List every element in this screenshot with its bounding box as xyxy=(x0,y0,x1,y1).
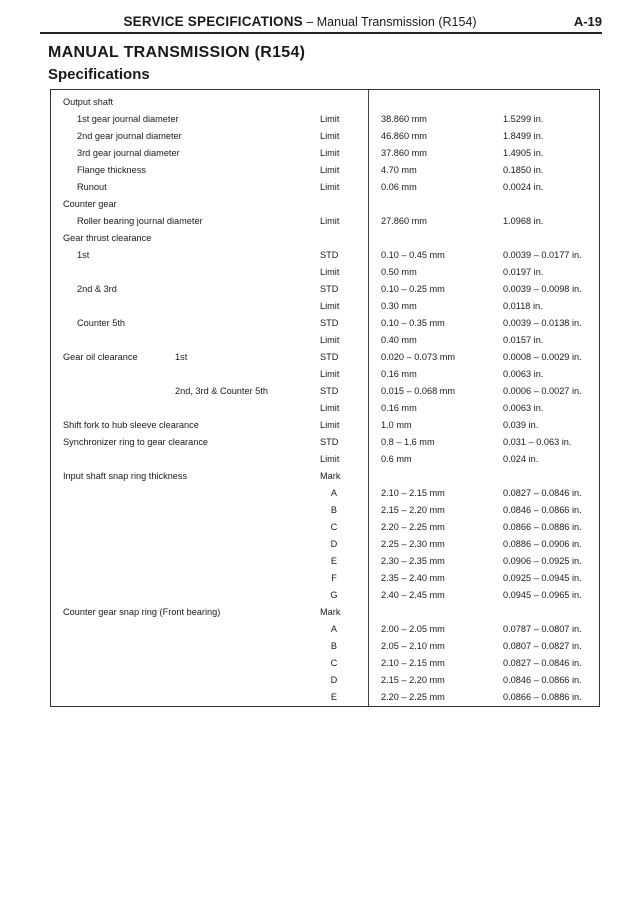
spec-value-in: 0.0925 – 0.0945 in. xyxy=(503,573,582,583)
spec-value-mm: 0.8 – 1.6 mm xyxy=(381,437,435,447)
spec-type: STD xyxy=(320,318,339,328)
spec-value-mm: 2.05 – 2.10 mm xyxy=(381,641,445,651)
spec-row xyxy=(51,604,599,621)
section-title: Specifications xyxy=(48,66,150,83)
spec-value-mm: 1.0 mm xyxy=(381,420,412,430)
spec-type: Limit xyxy=(320,216,340,226)
page-header xyxy=(40,10,602,34)
spec-label: Output shaft xyxy=(63,97,114,107)
spec-value-in: 0.031 – 0.063 in. xyxy=(503,437,572,447)
spec-value-in: 0.0827 – 0.0846 in. xyxy=(503,658,582,668)
spec-row xyxy=(51,485,599,502)
spec-row xyxy=(51,672,599,689)
spec-row xyxy=(51,689,599,706)
spec-row xyxy=(51,111,599,128)
spec-label: Counter gear snap ring (Front bearing) xyxy=(63,607,221,617)
spec-row xyxy=(51,587,599,604)
spec-type: C xyxy=(330,658,338,668)
spec-row xyxy=(51,281,599,298)
spec-value-mm: 27.860 mm xyxy=(381,216,427,226)
spec-type: D xyxy=(330,539,338,549)
spec-value-in: 0.024 in. xyxy=(503,454,539,464)
spec-type: Mark xyxy=(320,607,341,617)
spec-row xyxy=(51,264,599,281)
spec-type: STD xyxy=(320,352,339,362)
spec-row xyxy=(51,94,599,111)
spec-type: E xyxy=(330,692,338,702)
spec-row xyxy=(51,383,599,400)
spec-type: E xyxy=(330,556,338,566)
spec-value-in: 0.0039 – 0.0177 in. xyxy=(503,250,582,260)
spec-value-in: 1.5299 in. xyxy=(503,114,544,124)
spec-type: STD xyxy=(320,386,339,396)
spec-value-in: 0.0807 – 0.0827 in. xyxy=(503,641,582,651)
spec-row xyxy=(51,332,599,349)
spec-value-in: 0.039 in. xyxy=(503,420,539,430)
spec-value-mm: 0.10 – 0.45 mm xyxy=(381,250,445,260)
spec-value-in: 0.0787 – 0.0807 in. xyxy=(503,624,582,634)
spec-row xyxy=(51,434,599,451)
spec-label: Synchronizer ring to gear clearance xyxy=(63,437,209,447)
spec-type: Mark xyxy=(320,471,341,481)
spec-type: Limit xyxy=(320,114,340,124)
spec-value-in: 0.0063 in. xyxy=(503,403,544,413)
spec-value-mm: 2.15 – 2.20 mm xyxy=(381,675,445,685)
spec-value-mm: 0.50 mm xyxy=(381,267,417,277)
spec-value-mm: 2.20 – 2.25 mm xyxy=(381,522,445,532)
spec-value-mm: 0.16 mm xyxy=(381,403,417,413)
spec-value-in: 0.0039 – 0.0098 in. xyxy=(503,284,582,294)
spec-row xyxy=(51,417,599,434)
spec-value-in: 0.0063 in. xyxy=(503,369,544,379)
spec-row xyxy=(51,638,599,655)
spec-value-mm: 2.40 – 2.45 mm xyxy=(381,590,445,600)
header-title-rest: – Manual Transmission (R154) xyxy=(302,15,477,29)
spec-type: STD xyxy=(320,250,339,260)
spec-type: G xyxy=(330,590,338,600)
spec-type: Limit xyxy=(320,148,340,158)
spec-row xyxy=(51,128,599,145)
spec-value-mm: 2.10 – 2.15 mm xyxy=(381,488,445,498)
spec-label: Flange thickness xyxy=(77,165,146,175)
spec-value-mm: 0.020 – 0.073 mm xyxy=(381,352,456,362)
spec-row xyxy=(51,179,599,196)
spec-value-in: 0.0157 in. xyxy=(503,335,544,345)
spec-row xyxy=(51,230,599,247)
spec-value-in: 0.0866 – 0.0886 in. xyxy=(503,692,582,702)
spec-row xyxy=(51,145,599,162)
spec-value-in: 0.0827 – 0.0846 in. xyxy=(503,488,582,498)
spec-type: Limit xyxy=(320,335,340,345)
spec-value-in: 0.0866 – 0.0886 in. xyxy=(503,522,582,532)
spec-label: 3rd gear journal diameter xyxy=(77,148,180,158)
spec-label: Counter 5th xyxy=(77,318,126,328)
spec-type: B xyxy=(330,505,338,515)
spec-value-mm: 2.20 – 2.25 mm xyxy=(381,692,445,702)
spec-sublabel: 1st xyxy=(175,352,188,362)
document-title: MANUAL TRANSMISSION (R154) xyxy=(48,44,306,61)
spec-value-mm: 2.25 – 2.30 mm xyxy=(381,539,445,549)
spec-value-mm: 2.35 – 2.40 mm xyxy=(381,573,445,583)
spec-value-mm: 2.30 – 2.35 mm xyxy=(381,556,445,566)
spec-value-mm: 0.30 mm xyxy=(381,301,417,311)
spec-value-mm: 0.6 mm xyxy=(381,454,412,464)
spec-row xyxy=(51,468,599,485)
spec-label: Runout xyxy=(77,182,107,192)
spec-type: Limit xyxy=(320,454,340,464)
spec-row xyxy=(51,502,599,519)
spec-value-in: 0.0008 – 0.0029 in. xyxy=(503,352,582,362)
spec-row xyxy=(51,162,599,179)
spec-row xyxy=(51,196,599,213)
spec-row xyxy=(51,451,599,468)
spec-sublabel: 2nd, 3rd & Counter 5th xyxy=(175,386,268,396)
spec-value-in: 0.0906 – 0.0925 in. xyxy=(503,556,582,566)
spec-row xyxy=(51,655,599,672)
page-number: A-19 xyxy=(573,14,602,29)
spec-type: A xyxy=(330,488,338,498)
spec-value-in: 1.4905 in. xyxy=(503,148,544,158)
spec-type: Limit xyxy=(320,301,340,311)
spec-value-in: 0.0024 in. xyxy=(503,182,544,192)
spec-value-in: 0.0846 – 0.0866 in. xyxy=(503,675,582,685)
spec-label: Gear thrust clearance xyxy=(63,233,152,243)
spec-row xyxy=(51,366,599,383)
spec-row xyxy=(51,570,599,587)
spec-value-mm: 38.860 mm xyxy=(381,114,427,124)
header-title xyxy=(40,14,560,29)
spec-value-mm: 0.10 – 0.35 mm xyxy=(381,318,445,328)
spec-type: C xyxy=(330,522,338,532)
spec-value-in: 0.0118 in. xyxy=(503,301,543,311)
spec-label: Shift fork to hub sleeve clearance xyxy=(63,420,199,430)
spec-row xyxy=(51,298,599,315)
spec-label: Counter gear xyxy=(63,199,117,209)
spec-type: Limit xyxy=(320,403,340,413)
spec-row xyxy=(51,400,599,417)
spec-row xyxy=(51,519,599,536)
spec-type: Limit xyxy=(320,267,340,277)
specifications-table xyxy=(50,89,600,707)
spec-value-mm: 0.06 mm xyxy=(381,182,417,192)
spec-value-mm: 0.16 mm xyxy=(381,369,417,379)
spec-row xyxy=(51,349,599,366)
spec-row xyxy=(51,247,599,264)
spec-row xyxy=(51,621,599,638)
spec-value-mm: 2.10 – 2.15 mm xyxy=(381,658,445,668)
spec-type: Limit xyxy=(320,420,340,430)
spec-type: F xyxy=(331,573,337,583)
spec-label: Gear oil clearance xyxy=(63,352,138,362)
spec-type: STD xyxy=(320,284,339,294)
spec-value-mm: 46.860 mm xyxy=(381,131,427,141)
spec-label: 1st gear journal diameter xyxy=(77,114,179,124)
spec-label: Input shaft snap ring thickness xyxy=(63,471,188,481)
spec-type: Limit xyxy=(320,131,340,141)
spec-label: 2nd gear journal diameter xyxy=(77,131,182,141)
spec-value-mm: 4.70 mm xyxy=(381,165,417,175)
spec-value-in: 0.0197 in. xyxy=(503,267,544,277)
spec-type: A xyxy=(330,624,338,634)
spec-row xyxy=(51,536,599,553)
spec-type: B xyxy=(330,641,338,651)
spec-value-mm: 0.40 mm xyxy=(381,335,417,345)
spec-row xyxy=(51,213,599,230)
spec-label: Roller bearing journal diameter xyxy=(77,216,203,226)
header-title-strong: SERVICE SPECIFICATIONS xyxy=(123,14,303,29)
spec-label: 1st xyxy=(77,250,90,260)
spec-value-in: 0.0886 – 0.0906 in. xyxy=(503,539,582,549)
spec-type: Limit xyxy=(320,369,340,379)
spec-value-in: 1.8499 in. xyxy=(503,131,544,141)
spec-value-mm: 2.00 – 2.05 mm xyxy=(381,624,445,634)
spec-value-in: 0.1850 in. xyxy=(503,165,544,175)
spec-row xyxy=(51,315,599,332)
spec-value-mm: 0.015 – 0.068 mm xyxy=(381,386,456,396)
spec-value-in: 0.0846 – 0.0866 in. xyxy=(503,505,582,515)
spec-value-in: 0.0039 – 0.0138 in. xyxy=(503,318,582,328)
spec-label: 2nd & 3rd xyxy=(77,284,117,294)
spec-row xyxy=(51,553,599,570)
spec-type: Limit xyxy=(320,182,340,192)
spec-value-mm: 37.860 mm xyxy=(381,148,427,158)
spec-type: D xyxy=(330,675,338,685)
spec-type: Limit xyxy=(320,165,340,175)
spec-value-in: 0.0006 – 0.0027 in. xyxy=(503,386,582,396)
spec-value-mm: 2.15 – 2.20 mm xyxy=(381,505,445,515)
spec-value-in: 0.0945 – 0.0965 in. xyxy=(503,590,582,600)
spec-value-mm: 0.10 – 0.25 mm xyxy=(381,284,445,294)
spec-type: STD xyxy=(320,437,339,447)
spec-value-in: 1.0968 in. xyxy=(503,216,544,226)
